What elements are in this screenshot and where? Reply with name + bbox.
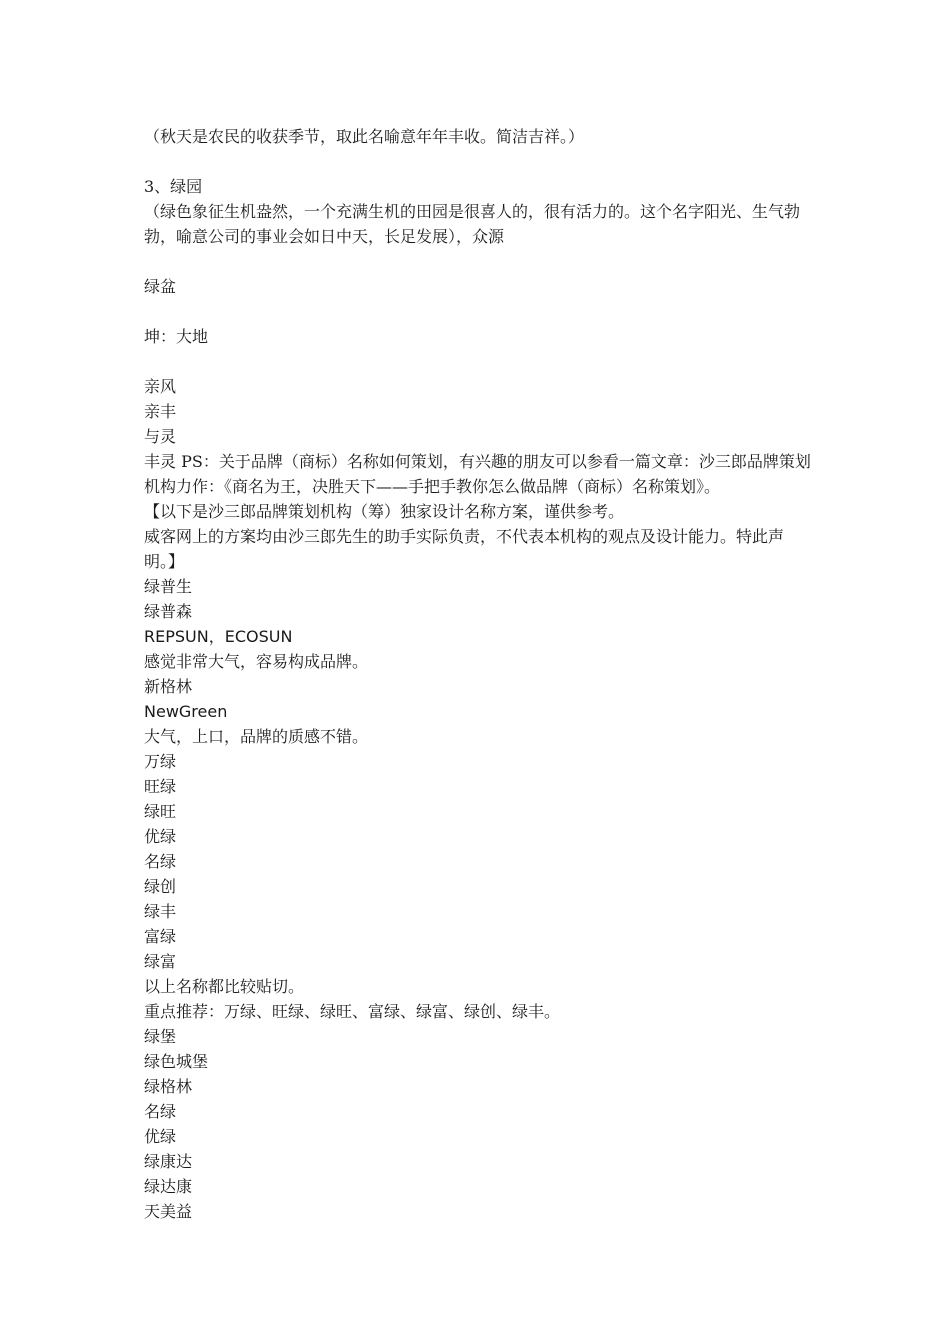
list-item: 绿富 xyxy=(144,952,177,971)
notice-line-2: 威客网上的方案均由沙三郎先生的助手实际负责，不代表本机构的观点及设计能力。特此声明。】 xyxy=(144,527,785,571)
notice-line-1: 【以下是沙三郎品牌策划机构（筹）独家设计名称方案，谨供参考。 xyxy=(144,502,625,521)
name-newgreen: NewGreen xyxy=(144,702,228,721)
spacer xyxy=(144,349,814,374)
list-item: 优绿 xyxy=(144,1127,177,1146)
list-item: 绿堡 xyxy=(144,1027,177,1046)
list-item: 绿色城堡 xyxy=(144,1052,209,1071)
name-lvpusheng: 绿普生 xyxy=(144,577,193,596)
newgreen-note: 大气，上口，品牌的质感不错。 xyxy=(144,727,369,746)
lvyuan-paragraph: （绿色象征生机盎然，一个充满生机的田园是很喜人的，很有活力的。这个名字阳光、生气勃勃，喻意公司的事业会如日中天，长足发展），众源 xyxy=(144,202,801,246)
name-qinfeng2: 亲丰 xyxy=(144,402,177,421)
list-item: 绿康达 xyxy=(144,1152,193,1171)
name-list-2 xyxy=(144,1024,814,1224)
repsun-note: 感觉非常大气，容易构成品牌。 xyxy=(144,652,369,671)
section-heading-lvyuan: 3、绿园 xyxy=(144,177,203,196)
recommend-line: 重点推荐：万绿、旺绿、绿旺、富绿、绿富、绿创、绿丰。 xyxy=(144,1002,561,1021)
list-item: 富绿 xyxy=(144,927,177,946)
list-item: 名绿 xyxy=(144,852,177,871)
autumn-paragraph: （秋天是农民的收获季节，取此名喻意年年丰收。简洁吉祥。） xyxy=(144,127,585,146)
spacer xyxy=(144,149,814,174)
name-kun: 坤：大地 xyxy=(144,327,209,346)
name-xingelin: 新格林 xyxy=(144,677,193,696)
list-item: 绿丰 xyxy=(144,902,177,921)
name-lvpusen: 绿普森 xyxy=(144,602,193,621)
document-body xyxy=(144,124,814,1224)
list-item: 绿格林 xyxy=(144,1077,193,1096)
name-qinfeng: 亲风 xyxy=(144,377,177,396)
spacer xyxy=(144,299,814,324)
list-item: 万绿 xyxy=(144,752,177,771)
name-repsun: REPSUN，ECOSUN xyxy=(144,627,293,646)
list-item: 旺绿 xyxy=(144,777,177,796)
list-item: 绿旺 xyxy=(144,802,177,821)
list-item: 名绿 xyxy=(144,1102,177,1121)
spacer xyxy=(144,249,814,274)
fengling-ps-paragraph: 丰灵 PS：关于品牌（商标）名称如何策划，有兴趣的朋友可以参看一篇文章：沙三郎品牌策划机构力作：《商名为王，决胜天下——手把手教你怎么做品牌（商标）名称策划》。 xyxy=(144,452,811,496)
list-item: 优绿 xyxy=(144,827,177,846)
name-list-1 xyxy=(144,749,814,974)
summary-line: 以上名称都比较贴切。 xyxy=(144,977,305,996)
list-item: 绿达康 xyxy=(144,1177,193,1196)
name-yuling: 与灵 xyxy=(144,427,177,446)
name-lvpen: 绿盆 xyxy=(144,277,177,296)
list-item: 绿创 xyxy=(144,877,177,896)
list-item: 天美益 xyxy=(144,1202,193,1221)
